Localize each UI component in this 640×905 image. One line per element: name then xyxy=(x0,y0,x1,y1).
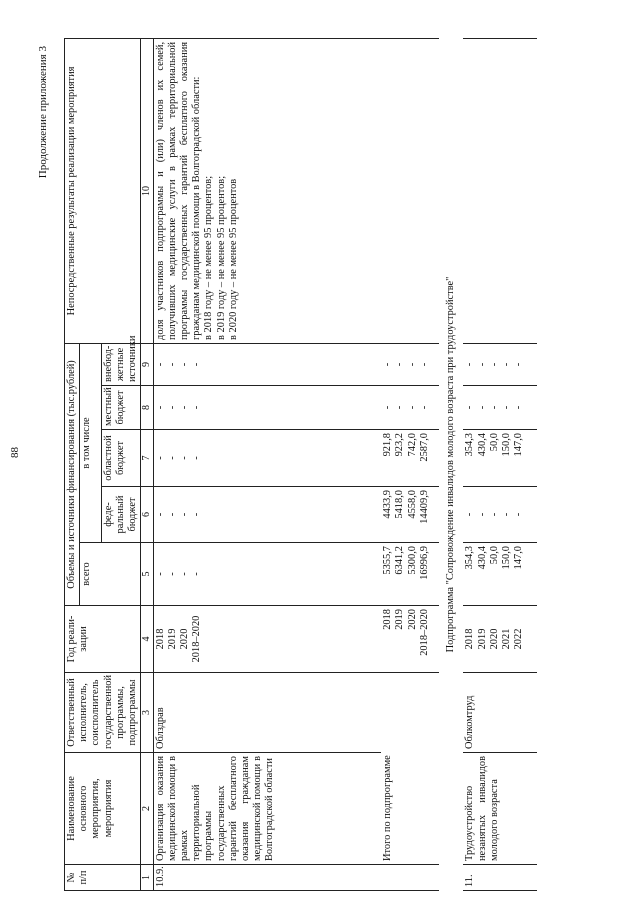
value-cell: - xyxy=(382,405,394,410)
header-local: местный бюджет xyxy=(101,386,141,430)
value-cell: - xyxy=(179,362,191,367)
header-total: всего xyxy=(80,543,141,606)
value-cell: 354,3 xyxy=(464,546,476,570)
value-cell: - xyxy=(166,456,178,460)
value-cell: 5418,0 xyxy=(394,490,406,519)
value-cell: 742,0 xyxy=(406,433,418,457)
value-cell: - xyxy=(154,512,166,517)
year-cell: 2018–2020 xyxy=(418,609,430,656)
subprogram-row xyxy=(439,38,463,890)
value-cell: - xyxy=(191,405,203,410)
year-cell: 2019 xyxy=(166,628,178,650)
row-number: 11. xyxy=(463,865,537,891)
activity-name: Организация оказания медицинской помощи в рамках территориальной программы государственных гарантий бесплатного оказания гражданам медицинской помощи в Волгоградской области xyxy=(153,753,381,865)
value-cell: - xyxy=(166,512,178,517)
value-cell: - xyxy=(406,405,418,410)
value-cell: - xyxy=(513,362,525,367)
value-cell: - xyxy=(488,512,500,517)
value-cell: - xyxy=(154,362,166,367)
year-cell: 2020 xyxy=(488,628,500,650)
value-cell: - xyxy=(476,362,488,367)
value-cell: 150,0 xyxy=(500,433,512,457)
year-cell: 2022 xyxy=(513,628,525,650)
header-results: Непосредственные результаты реализации мероприятия xyxy=(65,38,141,343)
executor: Облкомтруд xyxy=(463,673,537,753)
value-cell: - xyxy=(191,512,203,517)
value-cell: 147,0 xyxy=(513,433,525,457)
value-cell: - xyxy=(166,362,178,367)
value-cell: - xyxy=(154,405,166,410)
value-cell: - xyxy=(191,572,203,576)
column-number: 9 xyxy=(141,343,154,385)
column-number: 5 xyxy=(141,543,154,606)
header-year: Год реали-зации xyxy=(65,606,141,673)
value-cell: 14409,9 xyxy=(418,490,430,524)
value-cell: 923,2 xyxy=(394,433,406,457)
header-executor: Ответственный исполнитель, соисполнитель государственной программы, подпрограммы xyxy=(65,673,141,753)
financing-table xyxy=(64,38,537,891)
subprogram-title: Подпрограмма "Сопровождение инвалидов молодого возраста при трудоустройстве" xyxy=(445,276,457,653)
value-cell: - xyxy=(513,405,525,410)
value-cell: - xyxy=(154,572,166,576)
column-number: 7 xyxy=(141,430,154,487)
value-cell: 50,0 xyxy=(488,546,500,565)
result-item: в 2019 году – не менее 95 процентов; xyxy=(215,175,227,340)
value-cell: 147,0 xyxy=(513,546,525,570)
value-cell: - xyxy=(476,405,488,410)
year-cell: 2018 xyxy=(382,609,394,630)
column-number: 6 xyxy=(141,487,154,543)
column-number: 10 xyxy=(141,38,154,343)
value-cell: 16996,9 xyxy=(418,546,430,580)
value-cell: - xyxy=(418,405,430,410)
value-cell: 5300,0 xyxy=(406,546,418,575)
year-cell: 2020 xyxy=(406,609,418,630)
value-cell: - xyxy=(179,456,191,460)
value-cell: 354,3 xyxy=(464,433,476,457)
result-item: в 2020 году – не менее 95 процентов xyxy=(227,178,239,340)
value-cell: - xyxy=(394,362,406,367)
value-cell: - xyxy=(166,572,178,576)
value-cell: 150,0 xyxy=(500,546,512,570)
header-extrabudget: внебюд-жетные источники xyxy=(101,343,141,385)
value-cell: - xyxy=(500,405,512,410)
value-cell: - xyxy=(179,512,191,517)
row-number: 10.9. xyxy=(153,865,381,891)
year-cell: 2020 xyxy=(179,628,191,650)
year-cell: 2021 xyxy=(500,628,512,650)
year-cell: 2018 xyxy=(154,628,166,650)
value-cell: - xyxy=(179,572,191,576)
appendix-caption: Продолжение приложения 3 xyxy=(37,46,49,179)
header-including: в том числе xyxy=(80,343,101,542)
value-cell: - xyxy=(406,362,418,367)
table-row xyxy=(463,38,537,890)
column-number: 8 xyxy=(141,386,154,430)
year-cell: 2018–2020 xyxy=(191,615,203,663)
value-cell: 921,8 xyxy=(382,433,394,457)
value-cell: - xyxy=(166,405,178,410)
column-number: 1 xyxy=(141,865,154,891)
value-cell: - xyxy=(394,405,406,410)
value-cell: 430,4 xyxy=(476,433,488,457)
header-num: № п/п xyxy=(65,865,141,891)
value-cell: - xyxy=(476,512,488,517)
value-cell: 2587,0 xyxy=(418,433,430,462)
table-header xyxy=(65,38,154,890)
value-cell: - xyxy=(154,456,166,460)
value-cell: 430,4 xyxy=(476,546,488,570)
value-cell: 4433,9 xyxy=(382,490,394,519)
value-cell: - xyxy=(488,362,500,367)
page-number: 88 xyxy=(9,447,21,458)
value-cell: 5355,7 xyxy=(382,546,394,575)
value-cell: 50,0 xyxy=(488,433,500,452)
value-cell: - xyxy=(418,362,430,367)
table-row xyxy=(153,38,381,890)
value-cell: 4558,0 xyxy=(406,490,418,519)
year-cell: 2019 xyxy=(394,609,406,630)
header-regional: областной бюджет xyxy=(101,430,141,487)
value-cell: - xyxy=(191,362,203,367)
value-cell: 6341,2 xyxy=(394,546,406,575)
value-cell: - xyxy=(382,362,394,367)
header-name: Наименование основного мероприятия, мероприятия xyxy=(65,753,141,865)
column-number: 3 xyxy=(141,673,154,753)
result-text: доля участников подпрограммы и (или) членов их семей, получивших медицинские услуги в рамках территориальной программы государственных гарантий бесплатного оказания гражданам медицинской помощи в Волгоградской области: xyxy=(154,41,203,340)
year-cell: 2018 xyxy=(464,628,476,650)
value-cell: - xyxy=(488,405,500,410)
subtotal-label: Итого по подпрограмме xyxy=(381,673,439,865)
value-cell: - xyxy=(179,405,191,410)
header-financing: Объемы и источники финансирования (тыс.рублей) xyxy=(65,343,80,605)
value-cell: - xyxy=(464,405,476,410)
activity-name: Трудоустройство незанятых инвалидов молодого возраста xyxy=(463,753,537,865)
value-cell: - xyxy=(500,362,512,367)
value-cell: - xyxy=(500,512,512,517)
value-cell: - xyxy=(464,512,476,517)
column-number: 2 xyxy=(141,753,154,865)
column-number: 4 xyxy=(141,606,154,673)
value-cell: - xyxy=(191,456,203,460)
value-cell: - xyxy=(464,362,476,367)
subtotal-row xyxy=(381,38,439,890)
executor: Облздрав xyxy=(153,673,381,753)
result-item: в 2018 году – не менее 95 процентов; xyxy=(203,175,215,340)
header-federal: феде-ральный бюджет xyxy=(101,487,141,543)
value-cell: - xyxy=(513,512,525,517)
year-cell: 2019 xyxy=(476,628,488,650)
